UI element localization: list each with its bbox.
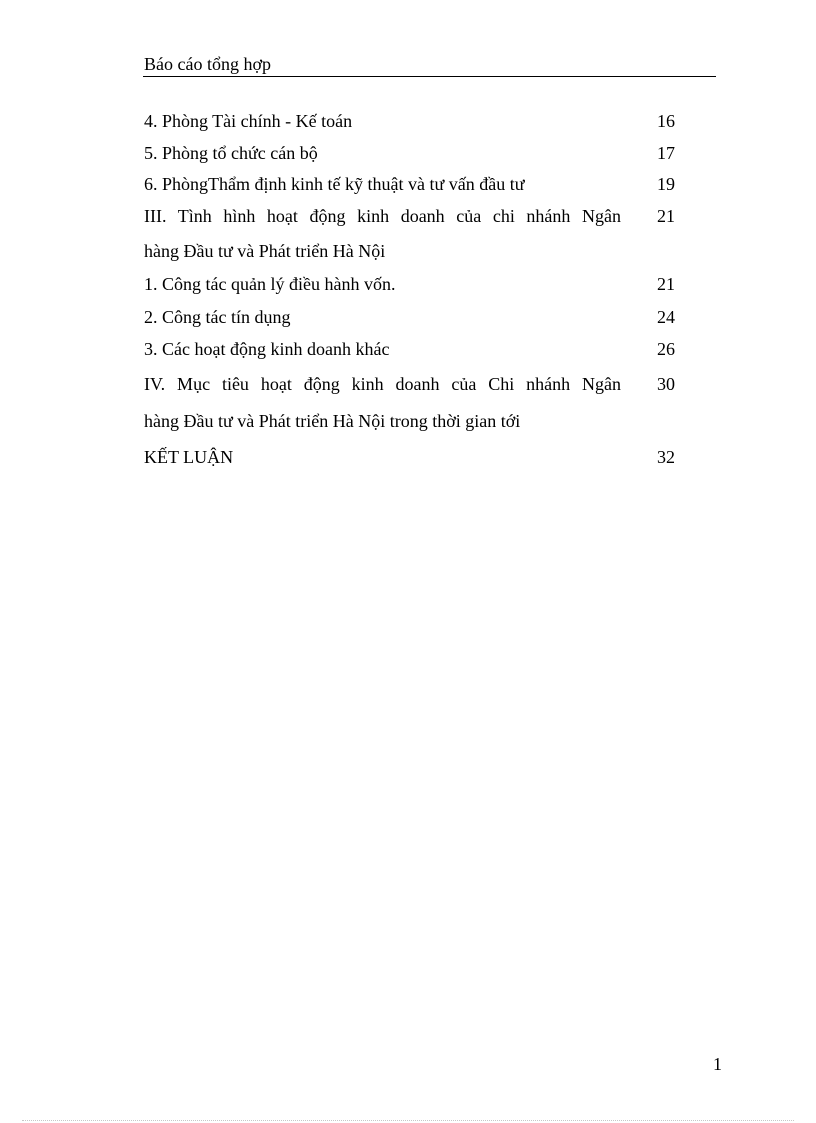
toc-entry-page: 16 xyxy=(657,111,675,131)
toc-entry-line: hàng Đầu tư và Phát triển Hà Nội xyxy=(144,241,386,261)
toc-entry-page: 30 xyxy=(657,374,675,394)
toc-entry-title xyxy=(144,372,621,433)
toc-entry-page: 26 xyxy=(657,339,675,359)
toc-entry-page: 19 xyxy=(657,174,675,194)
toc-entry-page: 24 xyxy=(657,307,675,327)
header-title: Báo cáo tổng hợp xyxy=(144,54,271,74)
table-of-contents xyxy=(144,0,677,480)
toc-entry-title: 6. PhòngThẩm định kinh tế kỹ thuật và tư vấn đầu tư xyxy=(144,174,525,194)
toc-entry-title xyxy=(144,204,621,263)
toc-entry-line: IV. Mục tiêu hoạt động kinh doanh của Chi nhánh Ngân xyxy=(144,374,621,394)
page-number: 1 xyxy=(713,1054,722,1074)
toc-entry-title: 5. Phòng tổ chức cán bộ xyxy=(144,143,318,163)
toc-entry-title: 3. Các hoạt động kinh doanh khác xyxy=(144,339,390,359)
toc-entry-title: 2. Công tác tín dụng xyxy=(144,307,291,327)
toc-entry-title: 1. Công tác quản lý điều hành vốn. xyxy=(144,274,396,294)
toc-entry-page: 21 xyxy=(657,274,675,294)
toc-entry-page: 21 xyxy=(657,206,675,226)
toc-entry-title: 4. Phòng Tài chính - Kế toán xyxy=(144,111,353,131)
toc-entry-line: hàng Đầu tư và Phát triển Hà Nội trong thời gian tới xyxy=(144,411,521,431)
toc-entry-title: KẾT LUẬN xyxy=(144,447,234,467)
toc-entry-page: 17 xyxy=(657,143,675,163)
toc-entry-page: 32 xyxy=(657,447,675,467)
toc-entry-line: III. Tình hình hoạt động kinh doanh của chi nhánh Ngân xyxy=(144,206,621,226)
bottom-divider xyxy=(22,1120,794,1121)
